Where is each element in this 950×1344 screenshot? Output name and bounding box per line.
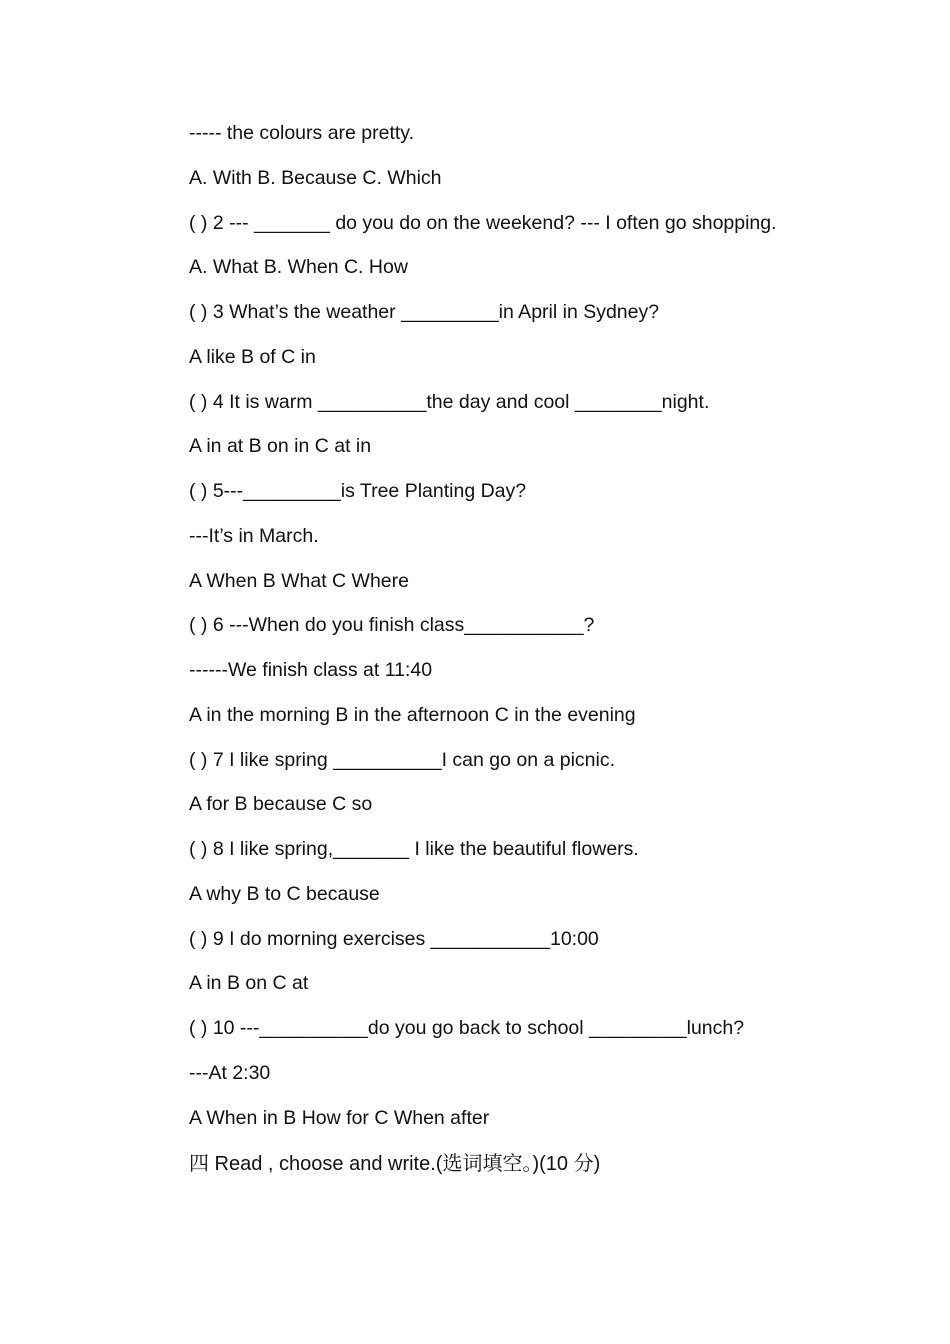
options-2: A. What B. When C. How: [189, 256, 408, 279]
line-2: A. With B. Because C. Which: [189, 166, 442, 189]
question-5: ( ) 5---_________is Tree Planting Day?: [189, 480, 527, 502]
question-8: ( ) 8 I like spring,_______ I like the beautiful flowers.: [189, 838, 639, 860]
question-6: ( ) 6 ---When do you finish class___________?: [189, 614, 595, 637]
question-3: ( ) 3 What’s the weather _________in April in Sydney?: [189, 301, 660, 323]
options-8: A why B to C because: [189, 882, 380, 905]
options-3: A like B of C in: [189, 345, 316, 368]
options-10: A When in B How for C When after: [189, 1106, 490, 1129]
line-1: ----- the colours are pretty.: [189, 122, 415, 144]
options-5: A When B What C Where: [189, 569, 409, 592]
question-10: ( ) 10 ---__________do you go back to school _________lunch?: [189, 1017, 745, 1039]
question-4: ( ) 4 It is warm __________the day and cool ________night.: [189, 390, 710, 413]
question-9: ( ) 9 I do morning exercises ___________10:00: [189, 927, 599, 950]
answer-10: ---At 2:30: [189, 1061, 271, 1084]
options-9: A in B on C at: [189, 972, 309, 995]
options-4: A in at B on in C at in: [189, 435, 372, 458]
question-7: ( ) 7 I like spring __________I can go on a picnic.: [189, 748, 616, 771]
answer-6: ------We finish class at 11:40: [189, 659, 433, 681]
answer-5: ---It’s in March.: [189, 524, 319, 547]
question-2: ( ) 2 --- _______ do you do on the weekend? --- I often go shopping.: [189, 211, 777, 234]
document-page: [189, 120, 889, 1196]
section-heading: 四 Read , choose and write.(选词填空。)(10 分): [189, 1153, 601, 1176]
options-6: A in the morning B in the afternoon C in the evening: [189, 703, 636, 726]
options-7: A for B because C so: [189, 793, 373, 816]
